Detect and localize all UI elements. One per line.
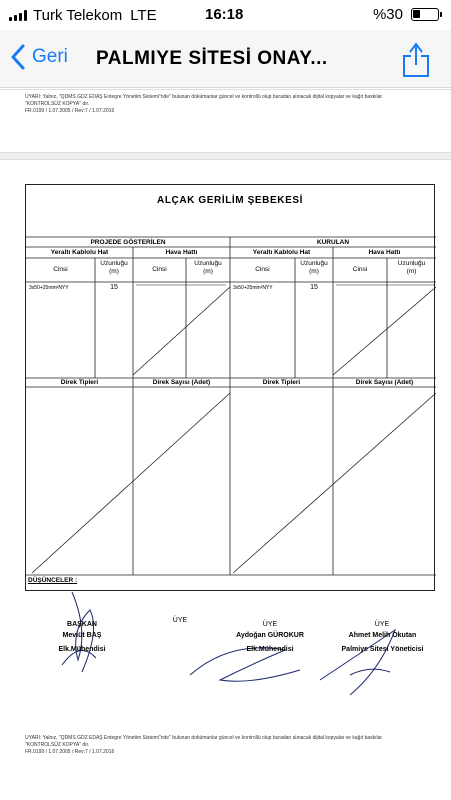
dusunceler-label: DÜŞÜNCELER :	[28, 577, 78, 584]
col-cinsi: Cinsi	[255, 266, 270, 273]
signature-baskan-name: Mevlüt BAŞ	[62, 632, 102, 639]
chevron-left-icon	[10, 44, 26, 70]
signature-baskan-role: BAŞKAN	[67, 621, 97, 628]
carrier-name: Turk Telekom	[33, 6, 123, 24]
signal-strength-icon	[9, 10, 27, 21]
battery-level-fill	[413, 10, 420, 18]
col-uzunlugu-unit: (m)	[203, 268, 213, 275]
footnote-line: UYARI: Yalnız, "QDMS GDZ EDAŞ Entegre Yönetim Sistemi"nde" bulunan dokümanlar güncel ve kontrollü olup buradan alınacak dijital kopyalar ve kağıt baskılar	[25, 94, 383, 100]
handwritten-signatures	[0, 160, 451, 800]
header-direk-tipleri: Direk Tipleri	[262, 379, 301, 386]
cable-length-projected: 15	[110, 284, 118, 291]
document-title: PALMIYE SİTESİ ONAY...	[96, 48, 328, 69]
share-icon[interactable]	[401, 40, 431, 78]
col-uzunlugu-unit: (m)	[406, 268, 417, 275]
signature-uye3-name: Ahmet Melih Okutan	[348, 632, 417, 639]
signature-uye3-role: ÜYE	[374, 621, 390, 628]
header-yeralti-right: Yeraltı Kablolu Hat	[252, 249, 311, 256]
header-kurulan: KURULAN	[316, 239, 350, 246]
cable-type-projected: 3x50+25mm²NYY	[29, 285, 69, 291]
document-page-previous	[0, 89, 451, 153]
signature-uye1-role: ÜYE	[172, 617, 188, 624]
document-page	[0, 159, 451, 800]
footnote-line: UYARI: Yalnız, "QDMS GDZ EDAŞ Entegre Yönetim Sistemi"nde" bulunan dokümanlar güncel ve kontrollü olup buradan alınacak dijital kopyalar ve kağıt baskılar	[25, 735, 383, 741]
cable-type-installed: 3x50+25mm²NYY	[233, 285, 273, 291]
signature-uye3-title: Palmiye Sitesi Yöneticisi	[341, 646, 424, 653]
navigation-bar	[0, 30, 451, 88]
col-uzunlugu: Uzunluğu	[100, 260, 128, 267]
col-uzunlugu: Uzunluğu	[300, 260, 328, 267]
status-bar	[0, 0, 451, 30]
cable-length-installed: 15	[310, 284, 318, 291]
back-label: Geri	[32, 46, 68, 67]
header-direk-sayisi: Direk Sayısı (Adet)	[355, 379, 414, 386]
document-viewer[interactable]	[0, 89, 451, 800]
col-uzunlugu-unit: (m)	[109, 268, 119, 275]
col-cinsi: Cinsi	[53, 266, 68, 273]
signature-uye2-name: Aydoğan GÜROKUR	[236, 632, 304, 639]
header-hava-right: Hava Hattı	[368, 249, 401, 256]
status-time: 16:18	[205, 6, 244, 23]
footnote-line: FR.0199 / 1.07.2005 / Rev:7 / 1.07.2016	[25, 108, 115, 114]
header-direk-tipleri: Direk Tipleri	[60, 379, 99, 386]
header-direk-sayisi: Direk Sayısı (Adet)	[152, 379, 211, 386]
header-projede-gosterilen: PROJEDE GÖSTERİLEN	[90, 239, 166, 246]
col-cinsi: Cinsi	[352, 266, 368, 273]
signature-baskan-title: Elk.Mühendisi	[58, 646, 106, 653]
col-uzunlugu: Uzunluğu	[397, 260, 426, 267]
col-cinsi: Cinsi	[152, 266, 167, 273]
battery-icon	[411, 8, 439, 21]
signature-uye2-role: ÜYE	[262, 621, 278, 628]
battery-percentage: %30	[372, 6, 403, 23]
footnote-line: "KONTROLSÜZ KOPYA" dır.	[25, 742, 90, 748]
network-type: LTE	[130, 6, 157, 24]
signature-uye2-title: Elk.Mühendisi	[246, 646, 294, 653]
header-hava-left: Hava Hattı	[165, 249, 198, 256]
page-footnote	[25, 735, 445, 756]
back-button[interactable]	[10, 44, 68, 70]
footnote-line: "KONTROLSÜZ KOPYA" dır.	[25, 101, 90, 107]
col-uzunlugu-unit: (m)	[309, 268, 319, 275]
col-uzunlugu: Uzunluğu	[194, 260, 222, 267]
page-footnote	[25, 94, 445, 115]
form-title: ALÇAK GERİLİM ŞEBEKESİ	[157, 195, 303, 206]
header-yeralti-left: Yeraltı Kablolu Hat	[50, 249, 109, 256]
footnote-line: FR.0199 / 1.07.2005 / Rev:7 / 1.07.2016	[25, 749, 115, 755]
